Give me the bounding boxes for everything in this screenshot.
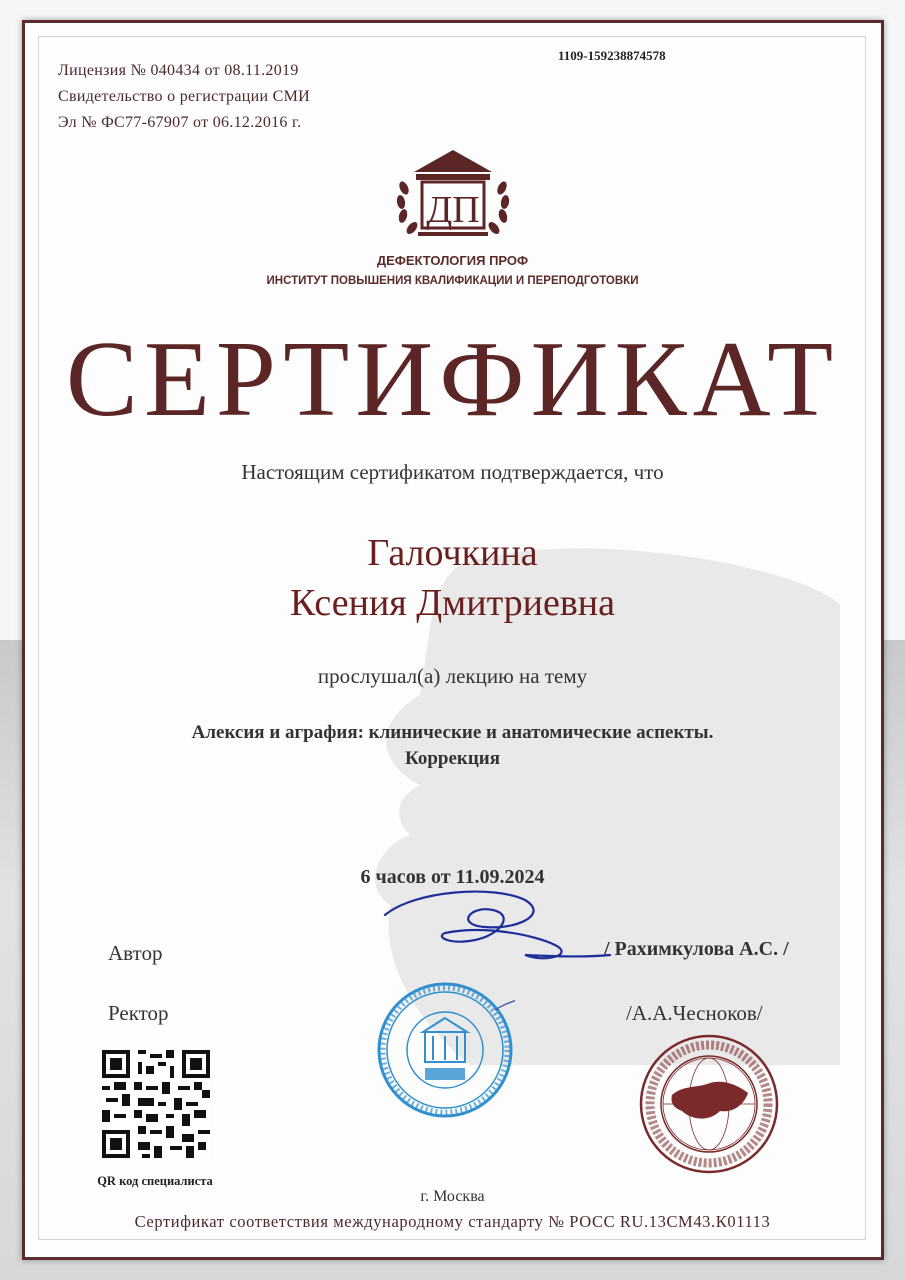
conformity-certificate-text: Сертификат соответствия международному стандарту № РОСС RU.13СМ43.К01113 bbox=[134, 1212, 771, 1231]
topic-line: Коррекция bbox=[404, 748, 501, 769]
document-number: 1109-159238874578 bbox=[558, 48, 666, 63]
recipient-name bbox=[0, 528, 905, 628]
rector-label: Ректор bbox=[108, 1001, 169, 1025]
certificate-title: СЕРТИФИКАТ bbox=[65, 320, 840, 439]
license-line: Лицензия № 040434 от 08.11.2019 bbox=[58, 62, 299, 79]
organization-subtitle: ИНСТИТУТ ПОВЫШЕНИЯ КВАЛИФИКАЦИИ И ПЕРЕПОДГОТОВКИ bbox=[266, 275, 639, 287]
blue-institute-seal bbox=[375, 980, 515, 1120]
author-label: Автор bbox=[108, 941, 163, 965]
institute-logo-icon bbox=[392, 148, 514, 240]
hours-and-date: 6 часов от 11.09.2024 bbox=[360, 866, 545, 888]
specialist-qr-code-icon[interactable] bbox=[102, 1050, 210, 1158]
listened-text: прослушал(а) лекцию на тему bbox=[317, 664, 588, 688]
license-block bbox=[58, 58, 310, 136]
organization-name: ДЕФЕКТОЛОГИЯ ПРОФ bbox=[376, 253, 529, 268]
recipient-given-names: Ксения Дмитриевна bbox=[290, 582, 615, 624]
confirmation-text: Настоящим сертификатом подтверждается, что bbox=[241, 460, 664, 484]
author-signature bbox=[375, 885, 615, 975]
license-line: Эл № ФС77-67907 от 06.12.2016 г. bbox=[58, 114, 302, 131]
lecture-topic bbox=[0, 720, 905, 772]
qr-caption: QR код специалиста bbox=[97, 1174, 213, 1188]
city: г. Москва bbox=[420, 1188, 485, 1205]
license-line: Свидетельство о регистрации СМИ bbox=[58, 88, 311, 105]
author-name: / Рахимкулова А.С. / bbox=[604, 938, 789, 960]
rector-name: /А.А.Чесноков/ bbox=[626, 1001, 763, 1025]
topic-line: Алексия и аграфия: клинические и анатомические аспекты. bbox=[191, 722, 714, 743]
recipient-surname: Галочкина bbox=[367, 532, 538, 574]
logo-letters: ДП bbox=[426, 189, 480, 231]
certification-center-seal bbox=[638, 1033, 780, 1175]
